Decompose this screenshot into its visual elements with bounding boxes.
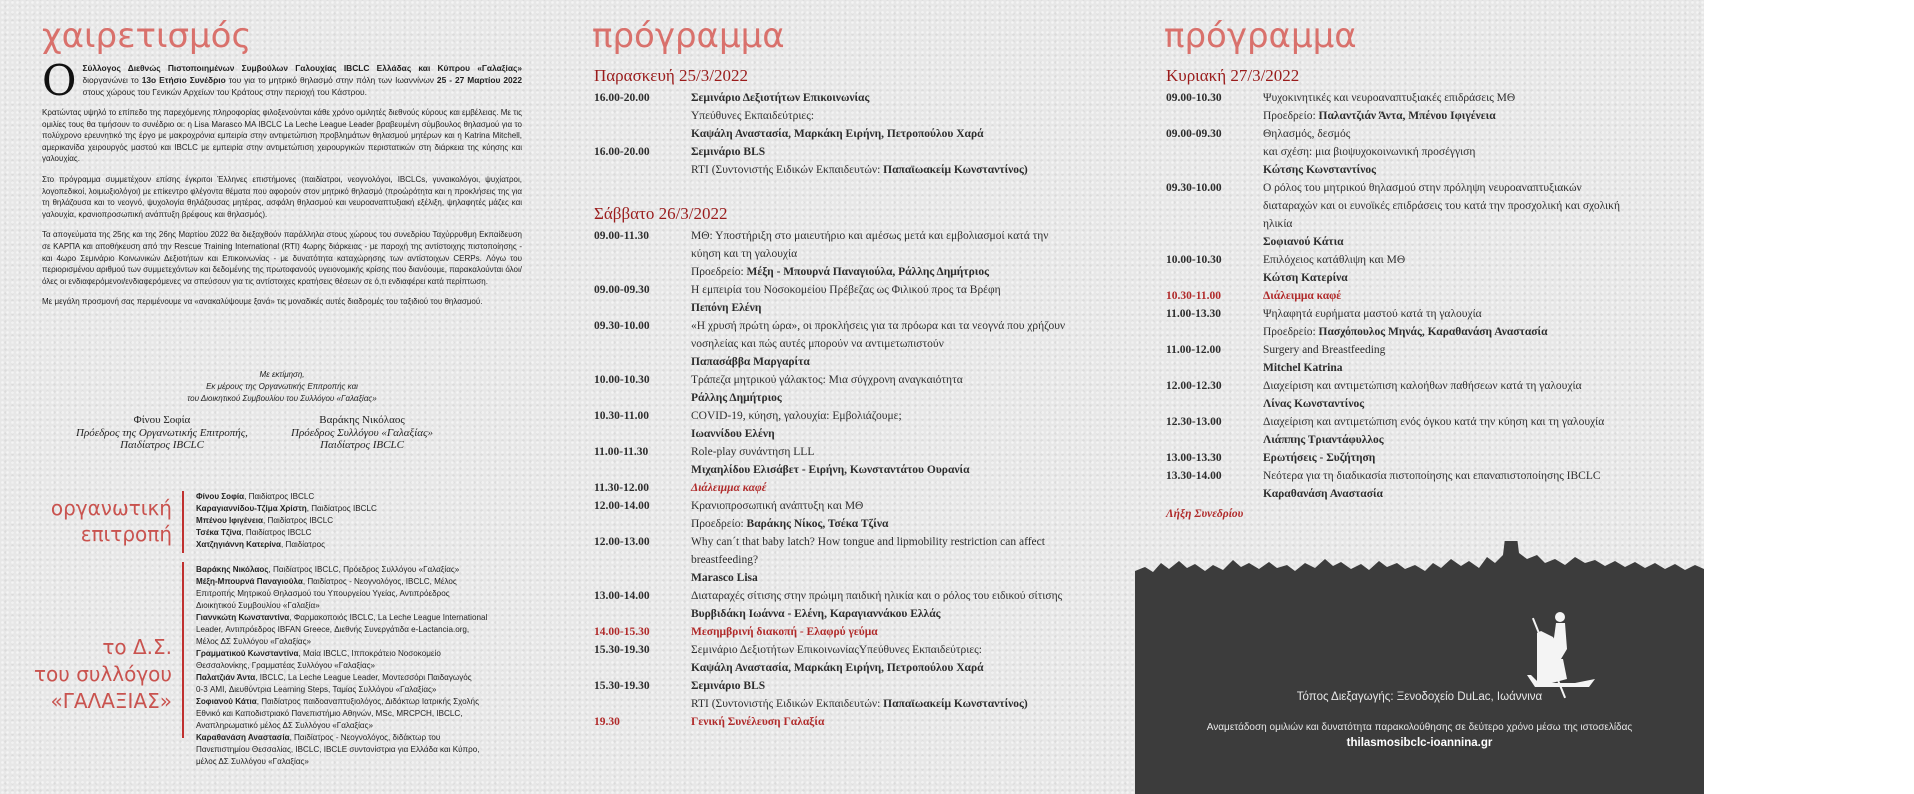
schedule-row bbox=[594, 353, 1114, 371]
session-time bbox=[594, 551, 691, 569]
session-desc: Ο ρόλος του μητρικού θηλασμού στην πρόληψη νευροαναπτυξιακών bbox=[1263, 182, 1582, 194]
schedule-row bbox=[1166, 269, 1702, 287]
session-desc: Διάλειμμα καφέ bbox=[1263, 290, 1342, 302]
session-time: 16.00-20.00 bbox=[594, 146, 650, 158]
schedule-row bbox=[1166, 215, 1702, 233]
session-time bbox=[594, 461, 691, 479]
session-desc: COVID-19, κύηση, γαλουχία: Εμβολιάζουμε; bbox=[691, 410, 902, 422]
regards: Με εκτίμηση, bbox=[259, 370, 305, 379]
board-label: το Δ.Σ. του συλλόγου «ΓΑΛΑΞΙΑΣ» bbox=[33, 635, 172, 713]
program-heading-2: πρόγραμμα bbox=[1164, 16, 1357, 56]
board-member: Γραμματικού Κωνσταντίνα, Μαία IBCLC, Ιπποκράτειο Νοσοκομείο Θεσσαλονίκης, Γραμματέας Συλλόγου «Γαλαξίας» bbox=[196, 649, 441, 670]
session-time bbox=[594, 161, 691, 179]
venue-line bbox=[1135, 690, 1704, 704]
board-member: Μέξη-Μπουρνά Παναγιούλα, Παιδίατρος - Νεογνολόγος, IBCLC, Μέλος Επιτροπής Μητρικού Θηλασμού του Υπουργείου Υγείας, Αντιπρόεδρος Διοικητικού Συμβουλίου «Γαλαξία» bbox=[196, 577, 457, 610]
session-time bbox=[594, 245, 691, 263]
session-time bbox=[1166, 143, 1263, 161]
greeting-paragraph: Με μεγάλη προσμονή σας περιμένουμε να «ανακαλύψουμε ξανά» τις μοναδικές αυτές διαδρομές του ταξιδιού του θηλασμού. bbox=[42, 297, 483, 307]
session-time bbox=[594, 125, 691, 143]
schedule-row bbox=[594, 245, 1114, 263]
session-desc: Σεμινάριο Δεξιοτήτων Επικοινωνίας bbox=[691, 92, 870, 104]
session-time bbox=[594, 605, 691, 623]
schedule-row bbox=[594, 605, 1114, 623]
session-desc: Διάλειμμα καφέ bbox=[691, 482, 767, 494]
schedule-row bbox=[1166, 485, 1702, 503]
sunday-schedule bbox=[1166, 89, 1702, 503]
stream-note: Αναμετάδοση ομιλιών και δυνατότητα παρακολούθησης σε δεύτερο χρόνο μέσω της ιστοσελίδας bbox=[1206, 722, 1633, 733]
session-desc: Γενική Συνέλευση Γαλαξία bbox=[691, 716, 825, 728]
schedule-row bbox=[594, 641, 1114, 659]
session-time bbox=[594, 659, 691, 677]
schedule-row bbox=[594, 407, 1114, 425]
schedule-row bbox=[594, 497, 1114, 515]
session-time bbox=[594, 263, 691, 281]
session-time bbox=[594, 335, 691, 353]
schedule-row bbox=[594, 143, 1114, 161]
session-desc: και σχέση: μια βιοψυχοκοινωνική προσέγγιση bbox=[1263, 146, 1476, 158]
session-desc: Σεμινάριο Δεξιοτήτων ΕπικοινωνίαςΥπεύθυνες Εκπαιδεύτριες: bbox=[691, 644, 982, 656]
session-desc: Role-play συνάντηση LLL bbox=[691, 446, 815, 458]
program-heading: πρόγραμμα bbox=[592, 16, 785, 56]
session-desc: RTI (Συντονιστής Ειδικών Εκπαιδευτών: Παπαϊωακείμ Κωνσταντίνος) bbox=[691, 164, 1028, 176]
session-desc: Προεδρείο: Βαράκης Νίκος, Τσέκα Τζίνα bbox=[691, 518, 889, 530]
session-time bbox=[1166, 197, 1263, 215]
session-desc: Νεότερα για τη διαδικασία πιστοποίησης και επαναπιστοποίησης IBCLC bbox=[1263, 470, 1601, 482]
schedule-row bbox=[1166, 467, 1702, 485]
day-title-saturday: Σάββατο 26/3/2022 bbox=[594, 204, 728, 223]
schedule-row bbox=[1166, 107, 1702, 125]
session-time bbox=[594, 353, 691, 371]
saturday-schedule bbox=[594, 227, 1114, 731]
session-desc: Ψηλαφητά ευρήματα μαστού κατά τη γαλουχία bbox=[1263, 308, 1482, 320]
session-time: 09.00-09.30 bbox=[1166, 128, 1222, 140]
schedule-row bbox=[1166, 251, 1702, 269]
conference-dates: 25 - 27 Μαρτίου 2022 bbox=[436, 75, 522, 85]
session-time bbox=[594, 569, 691, 587]
session-time: 16.00-20.00 bbox=[594, 92, 650, 104]
greeting-paragraph: Στο πρόγραμμα συμμετέχουν επίσης έγκριτοι Έλληνες επιστήμονες (παιδίατροι, νεογνολόγοι, IBCLCs, γυναικολόγοι, ψυχίατροι, λογοπεδικοί, λοιμωξιολόγοι) με επίκεντρο φλέγοντα θέματα που αφορούν στον μητρικό θηλασμό (προώρότητα και η προκλήσεις της για τη θηλάζουσα και το νεογνό, ψυχολογία θηλάζουσας μητέρας, ασφάλη θηλασμού και νευροαναπτυξιακή εξέλιξη, ψηλαφητές μάζες και γαλουχία, κρανιοπροσωπική ανάπτυξη βρέφους και θηλασμός). bbox=[42, 174, 522, 219]
association-name: Σύλλογος Διεθνώς Πιστοποιημένων Συμβούλων Γαλουχίας IBCLC Ελλάδας και Κύπρου «Γαλαξίας» bbox=[82, 63, 522, 73]
session-chair: Παπαϊωακείμ Κωνσταντίνος) bbox=[883, 164, 1028, 176]
session-time: 15.30-19.30 bbox=[594, 680, 650, 692]
session-desc: Why can´t that baby latch? How tongue and lipmobility restriction can affect bbox=[691, 536, 1045, 548]
schedule-row bbox=[1166, 449, 1702, 467]
session-chair: Μέξη - Μπουρνά Παναγιούλα, Ράλλης Δημήτριος bbox=[746, 266, 989, 278]
session-chair: Βαράκης Νίκος, Τσέκα Τζίνα bbox=[746, 518, 889, 530]
signatory: Βαράκης Νικόλαος Πρόεδρος Συλλόγου «Γαλαξίας» Παιδίατρος IBCLC bbox=[242, 414, 482, 452]
schedule-row bbox=[594, 443, 1114, 461]
session-time: 10.00-10.30 bbox=[1166, 254, 1222, 266]
session-desc: Διαταραχές σίτισης στην πρώιμη παιδική ηλικία και ο ρόλος του ειδικού σίτισης bbox=[691, 590, 1063, 602]
schedule-row bbox=[594, 335, 1114, 353]
schedule-row bbox=[594, 107, 1114, 125]
session-time: 11.00-12.00 bbox=[1166, 344, 1221, 356]
friday-schedule bbox=[594, 89, 1114, 179]
session-time bbox=[1166, 215, 1263, 233]
schedule-row bbox=[594, 713, 1114, 731]
session-desc: Η εμπειρία του Νοσοκομείου Πρέβεζας ως Φιλικού προς τα Βρέφη bbox=[691, 284, 1001, 296]
session-desc: ΜΘ: Υποστήριξη στο μαιευτήριο και αμέσως μετά και εμβολιασμοί κατά την bbox=[691, 230, 1049, 242]
schedule-row bbox=[1166, 143, 1702, 161]
schedule-row bbox=[1166, 197, 1702, 215]
schedule-row bbox=[594, 389, 1114, 407]
session-time: 09.00-10.30 bbox=[1166, 92, 1222, 104]
committee-member: Καραγιαννίδου-Τζίμα Χρίστη, Παιδίατρος IBCLC bbox=[196, 504, 377, 513]
session-time: 13.30-14.00 bbox=[1166, 470, 1222, 482]
schedule-row bbox=[594, 125, 1114, 143]
session-desc: Λίνας Κωνσταντίνος bbox=[1263, 398, 1365, 410]
session-time: 10.00-10.30 bbox=[594, 374, 650, 386]
day-title-friday: Παρασκευή 25/3/2022 bbox=[594, 66, 748, 85]
session-desc: RTI (Συντονιστής Ειδικών Εκπαιδευτών: Παπαϊωακείμ Κωνσταντίνος) bbox=[691, 698, 1028, 710]
schedule-row bbox=[594, 425, 1114, 443]
board-member: Καραθανάση Αναστασία, Παιδίατρος - Νεογνολόγος, διδάκτωρ του Πανεπιστημίου Θεσσαλίας, IBCLC, IBCLE συντονίστρια για Ελλάδα και Κύπρο, μέλος ΔΣ Συλλόγου «Γαλαξίας» bbox=[196, 733, 480, 766]
session-time: 12.00-14.00 bbox=[594, 500, 650, 512]
session-time: 12.00-13.00 bbox=[594, 536, 650, 548]
session-desc: Μιχαηλίδου Ελισάβετ - Ειρήνη, Κωνσταντάτου Ουρανία bbox=[691, 464, 970, 476]
session-time bbox=[1166, 269, 1263, 287]
session-desc: Παπασάββα Μαργαρίτα bbox=[691, 356, 810, 368]
session-time bbox=[1166, 485, 1263, 503]
committee-label: οργανωτική επιτροπή bbox=[50, 496, 172, 546]
committee-divider bbox=[182, 491, 184, 553]
session-time bbox=[594, 695, 691, 713]
session-time: 09.00-11.30 bbox=[594, 230, 649, 242]
session-time: 09.30-10.00 bbox=[594, 320, 650, 332]
greeting-text: Ο Σύλλογος Διεθνώς Πιστοποιημένων Συμβούλων Γαλουχίας IBCLC Ελλάδας και Κύπρου «Γαλαξίας» διοργανώνει το 13ο Ετήσιο Συνέδριο του για το μητρικό θηλασμό στην πόλη των Ιωαννίνων 25 - 27 Μαρτίου 2022 στους χώρους του Γενικών Αρχείων του Κράτους στην περιοχή του Κάστρου. Κρατώντας υψηλό το επίπεδο της παρεχόμενης πληροφορίας φιλοξενούνται κάθε χρόνο ομιλητές διεθνούς κύρους και εμβέλειας. Με τις ομιλίες τους θα τιμήσουν το συνέδριο οι: η Lisa Marasco MA IBCLC La Leche League Leader βραβευμένη σύμβουλος θηλασμού για το πολύχρονο ερευνητικό της έργο με μακροχρόνια εμπειρία στην αντιμετώπιση προβλημάτων θηλασμού μητέρων και η Katrina Mitchell, αμερικανίδα χειρουργός μαστού και IBCLC με εμπειρία στην αντιμετώπιση χειρουργικών περιστατικών στη διάρκεια της κύησης και γαλουχίας. Στο πρόγραμμα συμμετέχουν επίσης έγκριτοι Έλληνες επιστήμονες (παιδίατροι, νεογνολόγοι, IBCLCs, γυναικολόγοι, ψυχίατροι, λογοπεδικοί, λοιμωξιολόγοι) με επίκεντρο φλέγοντα θέματα που αφορούν στον μητρικό θηλασμό (προώρότητα και η προκλήσεις της για τη θηλάζουσα και το νεογνό, ψυχολογία θηλάζουσας μητέρας, ασφάλη θηλασμού και νευροαναπτυξιακή εξέλιξη, ψηλαφητές μάζες και γαλουχία, κρανιοπροσωπική ανάπτυξη βρέφους και θηλασμός). Τα απογεύματα της 25ης και της 26ης Μαρτίου 2022 θα διεξαχθούν παράλληλα στους χώρους του συνεδρίου Ταχύρρυθμη Εκπαίδευση σε ΚΑΡΠΑ και αποθήκευση από την Rescue Training International (RTI) 4ωρης διάρκειας - με παροχή της αντίστοιχης πιστοποίησης - και 4ωρο Σεμινάριο Κοινωνικών Δεξιοτήτων και Επικοινωνίας - με δυνατότητα καταχώρησης των αντίστοιχων CERPs. Λόγω του περιορισμένου αριθμού των συμμετεχόντων και δεδομένης της πρωτοφανούς υγειονομικής κρίσης που διανύουμε, παρακαλούνται όλοι/όλες οι ενδιαφερόμενοι/ενδιαφερόμενες να σπεύσουν για τις αντίστοιχες κρατήσεις θέσεων σε ό,τι ενδιαφέρει κατά περίπτωση. Με μεγάλη προσμονή σας περιμένουμε να «ανακαλύψουμε ξανά» τις μοναδικές αυτές διαδρομές του ταξιδιού του θηλασμού. bbox=[42, 56, 522, 307]
session-time: 15.30-19.30 bbox=[594, 644, 650, 656]
session-desc: Marasco Lisa bbox=[691, 572, 758, 584]
session-time bbox=[1166, 395, 1263, 413]
session-time bbox=[594, 425, 691, 443]
schedule-row bbox=[1166, 377, 1702, 395]
committee-member: Φίνου Σοφία, Παιδίατρος IBCLC bbox=[196, 492, 315, 501]
committee-member: Μπένου Ιφιγένεια, Παιδίατρος IBCLC bbox=[196, 516, 334, 525]
session-chair: Παλαντζιάν Άντα, Μπένου Ιφιγένεια bbox=[1318, 110, 1496, 122]
session-desc: Θηλασμός, δεσμός bbox=[1263, 128, 1351, 140]
session-time: 10.30-11.00 bbox=[594, 410, 649, 422]
session-desc: Προεδρείο: Παλαντζιάν Άντα, Μπένου Ιφιγένεια bbox=[1263, 110, 1496, 122]
session-desc: Βυρβιδάκη Ιωάννα - Ελένη, Καραγιαννάκου Ελλάς bbox=[691, 608, 941, 620]
session-desc: Ερωτήσεις - Συζήτηση bbox=[1263, 452, 1376, 464]
session-desc: Κώτσης Κωνσταντίνος bbox=[1263, 164, 1376, 176]
session-desc: Επιλόχειος κατάθλιψη και ΜΘ bbox=[1263, 254, 1406, 266]
schedule-row bbox=[1166, 431, 1702, 449]
session-desc: Ράλλης Δημήτριος bbox=[691, 392, 782, 404]
board-member: Παλατζιάν Άντα, IBCLC, La Leche League Leader, Μοντεσσόρι Παιδαγωγός 0-3 AMI, Διευθύντρια Learning Steps, Ταμίας Συλλόγου «Γαλαξίας» bbox=[196, 673, 472, 694]
session-desc: κύηση και τη γαλουχία bbox=[691, 248, 798, 260]
session-time bbox=[1166, 359, 1263, 377]
session-desc: Surgery and Breastfeeding bbox=[1263, 344, 1386, 356]
session-desc: Προεδρείο: Μέξη - Μπουρνά Παναγιούλα, Ράλλης Δημήτριος bbox=[691, 266, 989, 278]
schedule-row bbox=[594, 677, 1114, 695]
schedule-row bbox=[594, 659, 1114, 677]
schedule-row bbox=[1166, 413, 1702, 431]
drop-cap: Ο bbox=[42, 56, 77, 105]
closing-label: Λήξη Συνεδρίου bbox=[1166, 508, 1244, 520]
schedule-row bbox=[594, 461, 1114, 479]
schedule-row bbox=[594, 317, 1114, 335]
session-desc: Διαχείριση και αντιμετώπιση καλοήθων παθήσεων κατά τη γαλουχία bbox=[1263, 380, 1582, 392]
schedule-row bbox=[1166, 89, 1702, 107]
schedule-row bbox=[1166, 125, 1702, 143]
session-time bbox=[1166, 107, 1263, 125]
session-desc: Σεμινάριο BLS bbox=[691, 146, 766, 158]
session-time: 11.30-12.00 bbox=[594, 482, 649, 494]
schedule-row bbox=[594, 371, 1114, 389]
schedule-row bbox=[594, 161, 1114, 179]
session-desc: Mitchel Katrina bbox=[1263, 362, 1343, 374]
session-time: 12.00-12.30 bbox=[1166, 380, 1222, 392]
schedule-row bbox=[594, 569, 1114, 587]
schedule-row bbox=[594, 623, 1114, 641]
session-chair: Παπαϊωακείμ Κωνσταντίνος) bbox=[883, 698, 1028, 710]
session-desc: Σοφιανού Κάτια bbox=[1263, 236, 1344, 248]
session-desc: Σεμινάριο BLS bbox=[691, 680, 766, 692]
schedule-row bbox=[594, 551, 1114, 569]
signatory-name: Φίνου Σοφία bbox=[133, 414, 191, 426]
session-time: 19.30 bbox=[594, 716, 620, 728]
greeting-paragraph: Κρατώντας υψηλό το επίπεδο της παρεχόμενης πληροφορίας φιλοξενούνται κάθε χρόνο ομιλητές διεθνούς κύρους και εμβέλειας. Με τις ομιλίες τους θα τιμήσουν το συνέδριο οι: η Lisa Marasco MA IBCLC La Leche League Leader βραβευμένη σύμβουλος θηλασμού για το πολύχρονο ερευνητικό της έργο με μακροχρόνια εμπειρία στην αντιμετώπιση προβλημάτων θηλασμού μητέρων και η Katrina Mitchell, αμερικανίδα χειρουργός μαστού και IBCLC με εμπειρία στην αντιμετώπιση χειρουργικών περιστατικών στη διάρκεια της κύησης και γαλουχίας. bbox=[42, 108, 522, 164]
schedule-row bbox=[594, 227, 1114, 245]
venue-label: Τόπος Διεξαγωγής: bbox=[1296, 691, 1394, 703]
city-silhouette-footer bbox=[1135, 541, 1704, 794]
schedule-row bbox=[1166, 161, 1702, 179]
session-time bbox=[1166, 233, 1263, 251]
committee-list bbox=[196, 491, 536, 551]
schedule-row bbox=[594, 299, 1114, 317]
session-desc: Προεδρείο: Πασχόπουλος Μηνάς, Καραθανάση Αναστασία bbox=[1263, 326, 1548, 338]
schedule-row bbox=[1166, 359, 1702, 377]
session-desc: breastfeeding? bbox=[691, 554, 759, 566]
session-time bbox=[594, 515, 691, 533]
session-desc: νοσηλείας και πώς αυτές μπορούν να αντιμετωπιστούν bbox=[691, 338, 944, 350]
schedule-row bbox=[1166, 179, 1702, 197]
schedule-row bbox=[1166, 233, 1702, 251]
schedule-row bbox=[594, 515, 1114, 533]
venue-value: Ξενοδοχείο DuLac, Ιωάννινα bbox=[1396, 691, 1543, 703]
session-desc: Υπεύθυνες Εκπαιδεύτριες: bbox=[691, 110, 815, 122]
session-desc: Καψάλη Αναστασία, Μαρκάκη Ειρήνη, Πετροπούλου Χαρά bbox=[691, 662, 984, 674]
schedule-row bbox=[594, 263, 1114, 281]
session-desc: Τράπεζα μητρικού γάλακτος: Μια σύγχρονη αναγκαιότητα bbox=[691, 374, 963, 386]
signature-block: Με εκτίμηση, Εκ μέρους της Οργανωτικής Επιτροπής και του Διοικητικού Συμβουλίου του Συλλόγου «Γαλαξίας» bbox=[42, 369, 522, 405]
session-desc: Μεσημβρινή διακοπή - Ελαφρύ γεύμα bbox=[691, 626, 878, 638]
session-desc: Καραθανάση Αναστασία bbox=[1263, 488, 1383, 500]
schedule-row bbox=[594, 695, 1114, 713]
session-time bbox=[594, 389, 691, 407]
day-title-sunday: Κυριακή 27/3/2022 bbox=[1166, 66, 1300, 85]
session-desc: Λιάππης Τριαντάφυλλος bbox=[1263, 434, 1384, 446]
session-time bbox=[1166, 323, 1263, 341]
board-list bbox=[196, 564, 541, 768]
session-desc: «Η χρυσή πρώτη ώρα», οι προκλήσεις για τα πρόωρα και τα νεογνά που χρήζουν bbox=[691, 320, 1066, 332]
session-desc: Κρανιοπροσωπική ανάπτυξη και ΜΘ bbox=[691, 500, 864, 512]
schedule-row bbox=[594, 587, 1114, 605]
board-member: Σοφιανού Κάτια, Παιδίατρος παιδοαναπτυξιολόγος, Διδάκτωρ Ιατρικής Σχολής Εθνικό και Καποδιστριακό Πανεπιστήμιο Αθηνών, MSc, MRCPCH, IBCLC, Αναπληρωματικό μέλος ΔΣ Συλλόγου «Γαλαξίας» bbox=[196, 697, 479, 730]
session-time: 12.30-13.00 bbox=[1166, 416, 1222, 428]
session-time bbox=[594, 299, 691, 317]
schedule-row bbox=[1166, 395, 1702, 413]
session-chair: Πασχόπουλος Μηνάς, Καραθανάση Αναστασία bbox=[1318, 326, 1548, 338]
session-desc: Καψάλη Αναστασία, Μαρκάκη Ειρήνη, Πετροπούλου Χαρά bbox=[691, 128, 984, 140]
program-sunday bbox=[1166, 65, 1702, 523]
session-desc: Πεπόνη Ελένη bbox=[691, 302, 762, 314]
schedule-row bbox=[1166, 323, 1702, 341]
session-time bbox=[594, 107, 691, 125]
signatory: Φίνου Σοφία Πρόεδρος της Οργανωτικής Επιτροπής, Παιδίατρος IBCLC bbox=[42, 414, 282, 452]
schedule-row bbox=[1166, 305, 1702, 323]
session-time bbox=[1166, 431, 1263, 449]
session-time: 11.00-13.30 bbox=[1166, 308, 1221, 320]
session-time: 10.30-11.00 bbox=[1166, 290, 1221, 302]
greeting-heading: χαιρετισμός bbox=[42, 16, 252, 56]
session-time: 13.00-14.00 bbox=[594, 590, 650, 602]
schedule-row bbox=[594, 89, 1114, 107]
schedule-row bbox=[1166, 341, 1702, 359]
website-link[interactable]: thilasmosibclc-ioannina.gr bbox=[1346, 737, 1493, 749]
schedule-row bbox=[594, 479, 1114, 497]
session-desc: διαταραχών και οι ευνοϊκές επιδράσεις του κατά την προσχολική και σχολική bbox=[1263, 200, 1620, 212]
session-time bbox=[1166, 161, 1263, 179]
committee-member: Τσέκα Τζίνα, Παιδίατρος IBCLC bbox=[196, 528, 312, 537]
session-desc: Ψυχοκινητικές και νευροαναπτυξιακές επιδράσεις ΜΘ bbox=[1263, 92, 1516, 104]
session-time: 09.30-10.00 bbox=[1166, 182, 1222, 194]
session-desc: Διαχείριση και αντιμετώπιση ενός όγκου κατά την κύηση και τη γαλουχία bbox=[1263, 416, 1605, 428]
schedule-row bbox=[594, 533, 1114, 551]
session-desc: Κώτση Κατερίνα bbox=[1263, 272, 1348, 284]
session-desc: ηλικία bbox=[1263, 218, 1293, 230]
committee-member: Χατζηγιάννη Κατερίνα, Παιδίατρος bbox=[196, 540, 325, 549]
board-member: Βαράκης Νικόλαος, Παιδίατρος IBCLC, Πρόεδρος Συλλόγου «Γαλαξίας» bbox=[196, 565, 460, 574]
schedule-row bbox=[1166, 287, 1702, 305]
session-desc: Ιωαννίδου Ελένη bbox=[691, 428, 775, 440]
program-friday-saturday bbox=[594, 65, 1114, 731]
board-divider bbox=[182, 562, 184, 738]
session-time: 09.00-09.30 bbox=[594, 284, 650, 296]
schedule-row bbox=[594, 281, 1114, 299]
session-time: 11.00-11.30 bbox=[594, 446, 649, 458]
session-time: 13.00-13.30 bbox=[1166, 452, 1222, 464]
session-time: 14.00-15.30 bbox=[594, 626, 650, 638]
greeting-paragraph: Τα απογεύματα της 25ης και της 26ης Μαρτίου 2022 θα διεξαχθούν παράλληλα στους χώρους του συνεδρίου Ταχύρρυθμη Εκπαίδευση σε ΚΑΡΠΑ και αποθήκευση από την Rescue Training International (RTI) 4ωρης διάρκειας - με παροχή της αντίστοιχης πιστοποίησης - και 4ωρο Σεμινάριο Κοινωνικών Δεξιοτήτων και Επικοινωνίας - με δυνατότητα καταχώρησης των αντίστοιχων CERPs. Λόγω του περιορισμένου αριθμού των συμμετεχόντων και δεδομένης της πρωτοφανούς υγειονομικής κρίσης που διανύουμε, παρακαλούνται όλοι/όλες οι ενδιαφερόμενοι/ενδιαφερόμενες να σπεύσουν για τις αντίστοιχες κρατήσεις θέσεων σε ό,τι ενδιαφέρει κατά περίπτωση. bbox=[42, 230, 522, 286]
signatory-name: Βαράκης Νικόλαος bbox=[319, 414, 405, 426]
board-member: Γιαννκώτη Κωνσταντίνα, Φαρμακοποιός IBCLC, La Leche League International Leader, Αντιπρόεδρος IBFAN Greece, Διεθνής Συνεργάτιδα e-Lactancia.org, Μέλος ΔΣ Συλλόγου «Γαλαξίας» bbox=[196, 613, 488, 646]
